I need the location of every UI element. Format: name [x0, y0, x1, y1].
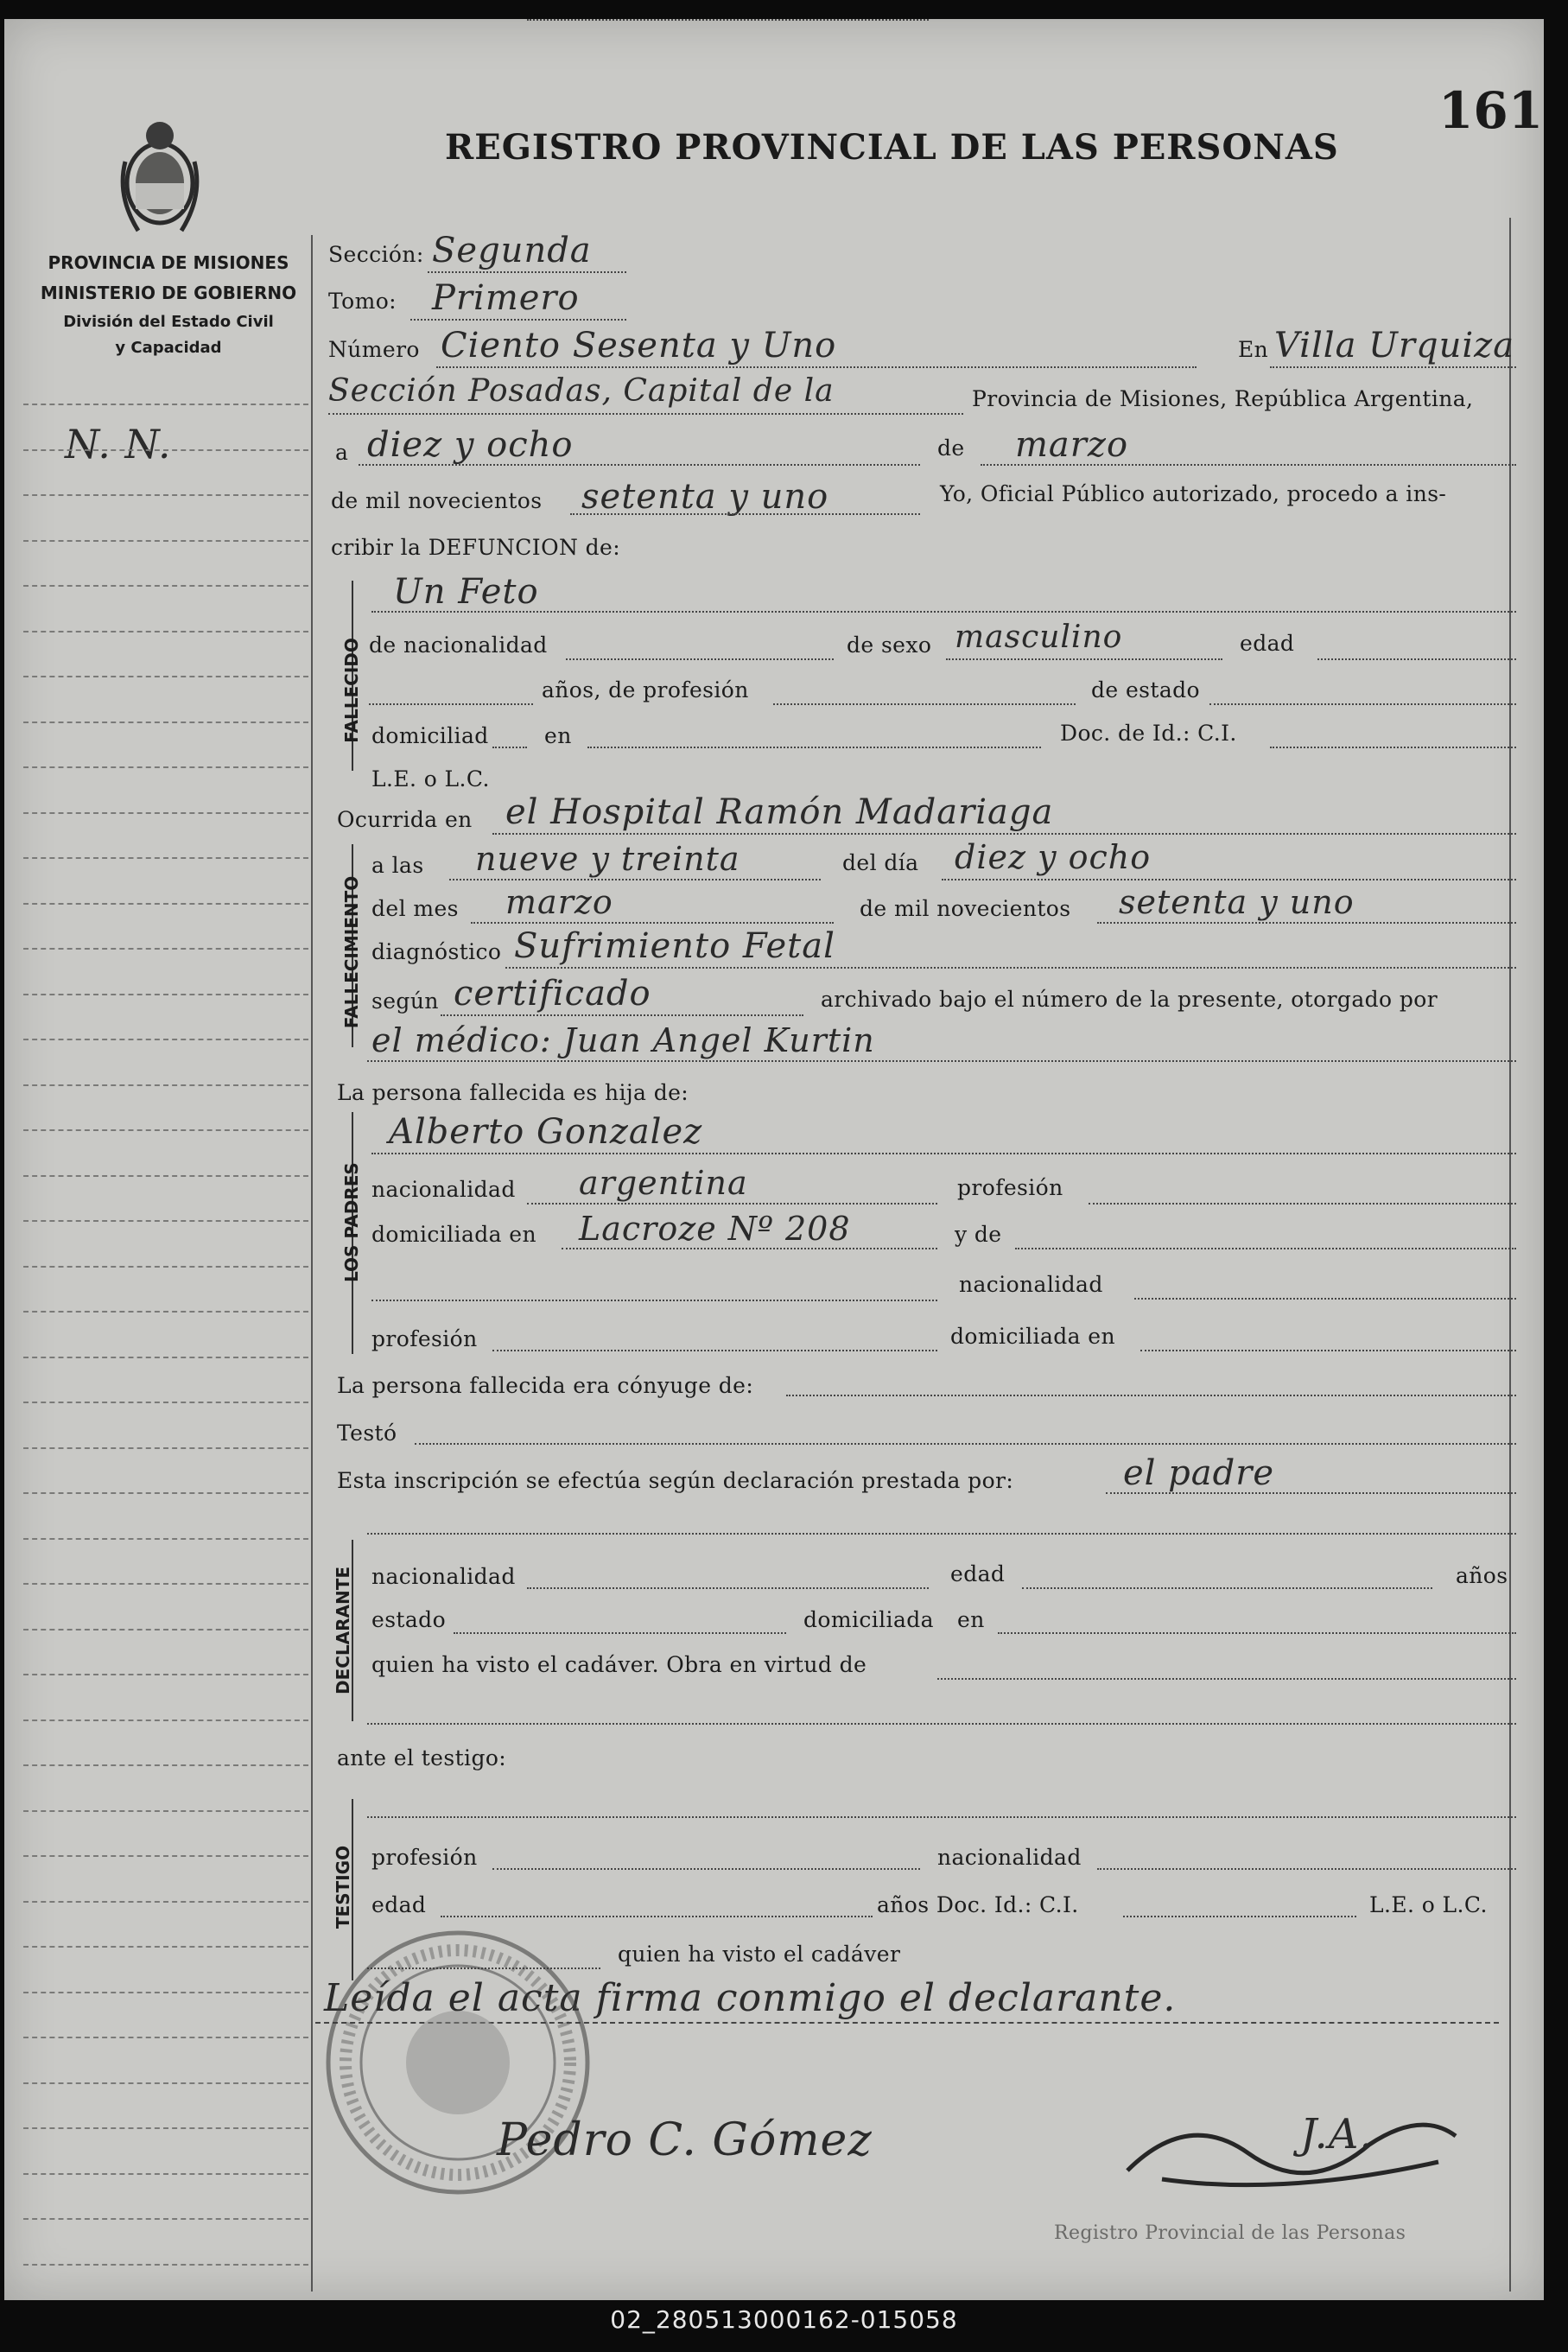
- label-decl-anos: años: [1456, 1563, 1508, 1588]
- label-edad: edad: [1240, 631, 1295, 656]
- value-medico: el médico: Juan Angel Kurtin: [371, 1021, 875, 1059]
- label-numero: Número: [328, 337, 420, 362]
- label-del-dia: del día: [842, 850, 919, 875]
- line-anos: [369, 703, 533, 705]
- margin-ruled-line: [23, 404, 308, 405]
- line-decl-nacionalidad: [527, 19, 929, 21]
- margin-ruled-line: [23, 2264, 308, 2266]
- margin-ruled-line: [23, 449, 308, 451]
- office-line-4: y Capacidad: [115, 339, 222, 357]
- line-nacionalidad-madre: [1134, 1298, 1516, 1300]
- margin-ruled-line: [23, 540, 308, 542]
- label-test-le-lc: L.E. o L.C.: [1369, 1892, 1488, 1917]
- value-declarante: el padre: [1123, 1453, 1275, 1493]
- image-caption: 02_280513000162-015058: [610, 2305, 958, 2334]
- margin-ruled-line: [23, 1720, 308, 1721]
- label-anos-profesion: años, de profesión: [542, 677, 749, 702]
- label-de-mil2: de mil novecientos: [860, 896, 1071, 921]
- margin-ruled-line: [23, 1583, 308, 1585]
- line-profesion-madre: [492, 1350, 937, 1351]
- line-testigo-nombre: [367, 1816, 1516, 1818]
- label-decl-estado: estado: [371, 1607, 447, 1632]
- label-profesion: profesión: [957, 1175, 1063, 1200]
- label-domiciliada-en2: domiciliada en: [950, 1324, 1116, 1349]
- signature-2-scribble: [1110, 2093, 1473, 2205]
- label-domiciliad: domiciliad: [371, 723, 489, 748]
- document-title: REGISTRO PROVINCIAL DE LAS PERSONAS: [445, 127, 1339, 168]
- label-test-anos-doc: años Doc. Id.: C.I.: [877, 1892, 1079, 1917]
- label-ante-testigo: ante el testigo:: [337, 1745, 507, 1770]
- label-tomo: Tomo:: [328, 289, 397, 314]
- label-testo: Testó: [337, 1421, 397, 1446]
- label-nacionalidad2: nacionalidad: [959, 1272, 1103, 1297]
- line-tomo: [410, 319, 626, 321]
- margin-ruled-line: [23, 1946, 308, 1948]
- margin-ruled-line: [23, 1629, 308, 1631]
- margin-ruled-line: [23, 766, 308, 768]
- margin-ruled-line: [23, 948, 308, 950]
- label-decl-en: en: [957, 1607, 985, 1632]
- margin-ruled-line: [23, 1992, 308, 1993]
- line-diagnostico: [505, 967, 1516, 969]
- margin-ruled-line: [23, 1764, 308, 1766]
- line-decl-nacionalidad-2: [527, 1587, 929, 1589]
- line-padre: [371, 1153, 1516, 1154]
- label-de-nacionalidad: de nacionalidad: [369, 632, 548, 658]
- label-en: En: [1238, 337, 1269, 362]
- line-profesion-padre: [1089, 1203, 1516, 1205]
- value-domicilio: Lacroze Nº 208: [579, 1210, 851, 1248]
- label-conyuge: La persona fallecida era cónyuge de:: [337, 1373, 754, 1398]
- label-test-edad: edad: [371, 1892, 427, 1917]
- line-ano-fall: [1097, 922, 1516, 924]
- margin-ruled-line: [23, 676, 308, 677]
- line-ocurrida: [492, 833, 1516, 835]
- margin-ruled-line: [23, 857, 308, 859]
- label-test-nacionalidad: nacionalidad: [937, 1845, 1082, 1870]
- margin-ruled-line: [23, 2082, 308, 2084]
- label-y-de: y de: [955, 1222, 1002, 1247]
- line-domicilio-padre: [562, 1248, 937, 1249]
- office-line-2: MINISTERIO DE GOBIERNO: [40, 283, 297, 303]
- margin-note: N. N.: [65, 421, 172, 467]
- line-declarante-nombre: [367, 1533, 1516, 1535]
- line-test-profesion: [492, 1868, 920, 1870]
- value-mes: marzo: [1015, 425, 1129, 465]
- line-profesion: [773, 703, 1076, 705]
- tab-padres: LOS PADRES: [341, 1162, 362, 1282]
- line-domicilio-madre: [1140, 1350, 1516, 1351]
- line-segun: [441, 1014, 803, 1016]
- line-dia-fall: [942, 879, 1516, 880]
- line-numero: [436, 366, 1197, 368]
- line-domicilio: [587, 747, 1041, 748]
- margin-ruled-line: [23, 585, 308, 587]
- margin-ruled-line: [23, 1357, 308, 1358]
- label-inscribir: cribir la DEFUNCION de:: [331, 535, 621, 560]
- label-de: de: [937, 435, 965, 461]
- value-ocurrida: el Hospital Ramón Madariaga: [505, 792, 1054, 832]
- value-segun: certificado: [454, 974, 651, 1014]
- margin-ruled-line: [23, 994, 308, 995]
- margin-ruled-line: [23, 1311, 308, 1313]
- coat-of-arms-icon: [112, 101, 207, 248]
- label-test-visto: quien ha visto el cadáver: [618, 1942, 901, 1967]
- value-fallecido: Un Feto: [393, 572, 539, 612]
- label-en2: en: [544, 723, 572, 748]
- value-tomo: Primero: [432, 278, 580, 318]
- margin-ruled-line: [23, 1402, 308, 1403]
- label-oficial: Yo, Oficial Público autorizado, procedo a ins-: [940, 481, 1447, 506]
- tab-declarante: DECLARANTE: [333, 1566, 353, 1695]
- margin-ruled-line: [23, 1855, 308, 1857]
- label-a-las: a las: [371, 853, 424, 878]
- value-dia: diez y ocho: [367, 425, 574, 465]
- line-decl-estado: [454, 1632, 786, 1634]
- margin-ruled-line: [23, 1039, 308, 1040]
- label-diagnostico: diagnóstico: [371, 939, 502, 964]
- value-ano: setenta y uno: [581, 477, 829, 517]
- value-nacionalidad: argentina: [579, 1164, 748, 1202]
- margin-ruled-line: [23, 1266, 308, 1268]
- label-decl-domiciliada: domiciliada: [803, 1607, 934, 1632]
- line-domiciliad: [492, 747, 527, 748]
- label-del-mes: del mes: [371, 896, 459, 921]
- value-numero: Ciento Sesenta y Uno: [441, 326, 837, 366]
- label-archivado: archivado bajo el número de la presente, otorgado por: [821, 987, 1438, 1012]
- label-decl-edad: edad: [950, 1561, 1006, 1586]
- line-dia: [359, 464, 920, 466]
- label-de-sexo: de sexo: [847, 632, 932, 658]
- margin-ruled-line: [23, 2037, 308, 2038]
- margin-ruled-line: [23, 1538, 308, 1540]
- right-rule: [1509, 218, 1511, 2292]
- margin-ruled-line: [23, 2173, 308, 2175]
- line-test-nacionalidad: [1097, 1868, 1516, 1870]
- line-ano: [570, 513, 920, 515]
- margin-ruled-line: [23, 812, 308, 814]
- margin-ruled-line: [23, 1447, 308, 1449]
- label-segun: según: [371, 988, 439, 1014]
- label-declaracion: Esta inscripción se efectúa según declaración prestada por:: [337, 1468, 1014, 1493]
- line-fallecido: [371, 611, 1516, 613]
- line-madre: [1015, 1248, 1516, 1249]
- margin-ruled-line: [23, 1129, 308, 1131]
- office-line-1: PROVINCIA DE MISIONES: [48, 252, 289, 273]
- value-seccion: Segunda: [432, 231, 592, 270]
- label-nacionalidad: nacionalidad: [371, 1177, 516, 1202]
- margin-ruled-line: [23, 1084, 308, 1086]
- label-de-estado: de estado: [1091, 677, 1200, 702]
- margin-ruled-line: [23, 2127, 308, 2129]
- line-lugar: [1270, 366, 1516, 368]
- line-seccion-lugar: [328, 413, 963, 415]
- label-test-profesion: profesión: [371, 1845, 478, 1870]
- registry-sheet: [4, 19, 1544, 2300]
- margin-ruled-line: [23, 2218, 308, 2220]
- label-a: a: [335, 440, 349, 465]
- line-estado: [1209, 703, 1516, 705]
- margin-ruled-line: [23, 903, 308, 905]
- value-seccion-lugar: Sección Posadas, Capital de la: [328, 373, 835, 409]
- signature-1: Pedro C. Gómez: [497, 2114, 873, 2166]
- label-profesion2: profesión: [371, 1326, 478, 1351]
- signature-2: J.A.: [1300, 2110, 1374, 2158]
- line-edad: [1317, 658, 1516, 660]
- margin-ruled-line: [23, 1220, 308, 1222]
- line-decl-edad: [1022, 1587, 1432, 1589]
- label-decl-visto: quien ha visto el cadáver. Obra en virtud de: [371, 1652, 867, 1677]
- label-ocurrida: Ocurrida en: [337, 807, 473, 832]
- line-mes: [981, 464, 1516, 466]
- line-madre-2: [371, 1300, 937, 1301]
- margin-ruled-line: [23, 721, 308, 723]
- label-domiciliada-en: domiciliada en: [371, 1222, 537, 1247]
- margin-ruled-line: [23, 631, 308, 632]
- value-lugar: Villa Urquiza: [1274, 326, 1515, 366]
- line-seccion: [428, 271, 626, 273]
- label-hija-de: La persona fallecida es hija de:: [337, 1080, 689, 1105]
- value-diagnostico: Sufrimiento Fetal: [514, 926, 835, 966]
- label-le-lc: L.E. o L.C.: [371, 766, 490, 791]
- line-decl-visto: [937, 1678, 1516, 1680]
- line-conyuge: [786, 1395, 1516, 1396]
- value-padre: Alberto Gonzalez: [389, 1112, 703, 1152]
- label-provincia: Provincia de Misiones, República Argentina,: [972, 386, 1474, 411]
- label-de-mil: de mil novecientos: [331, 488, 543, 513]
- label-decl-nacionalidad: nacionalidad: [371, 1564, 516, 1589]
- line-nacionalidad-padre: [527, 1203, 937, 1205]
- value-hora: nueve y treinta: [475, 840, 740, 878]
- value-dia-fall: diez y ocho: [955, 838, 1152, 876]
- margin-ruled-line: [23, 1492, 308, 1494]
- folio-number: 161: [1438, 81, 1544, 140]
- line-doc-id: [1270, 747, 1516, 748]
- margin-ruled-line: [23, 494, 308, 496]
- tab-fallecido: FALLECIDO: [341, 638, 362, 743]
- line-declarante: [1106, 1492, 1516, 1494]
- value-nota: Leída el acta firma conmigo el declarante.: [324, 1976, 1177, 2020]
- office-line-3: División del Estado Civil: [63, 313, 274, 331]
- margin-ruled-line: [23, 1901, 308, 1903]
- line-medico: [367, 1060, 1516, 1062]
- line-nacionalidad: [566, 658, 834, 660]
- tab-fallecimiento: FALLECIMIENTO: [341, 875, 362, 1029]
- line-testo: [415, 1443, 1516, 1445]
- label-seccion: Sección:: [328, 242, 424, 267]
- tab-testigo: TESTIGO: [333, 1845, 353, 1929]
- line-mes-fall: [471, 922, 834, 924]
- margin-ruled-line: [23, 1175, 308, 1177]
- line-test-doc: [1123, 1916, 1356, 1917]
- margin-ruled-line: [23, 1674, 308, 1675]
- value-ano-fall: setenta y uno: [1119, 883, 1355, 921]
- line-decl-domicilio: [998, 1632, 1516, 1634]
- line-sexo: [946, 658, 1222, 660]
- margin-ruled-line: [23, 1810, 308, 1812]
- line-hora: [449, 879, 821, 880]
- line-decl-visto-2: [367, 1723, 1516, 1725]
- value-sexo: masculino: [955, 620, 1123, 655]
- line-test-edad: [441, 1916, 873, 1917]
- label-doc-id: Doc. de Id.: C.I.: [1060, 721, 1237, 746]
- stamp-text: Registro Provincial de las Personas: [1054, 2222, 1406, 2244]
- value-mes-fall: marzo: [505, 883, 613, 921]
